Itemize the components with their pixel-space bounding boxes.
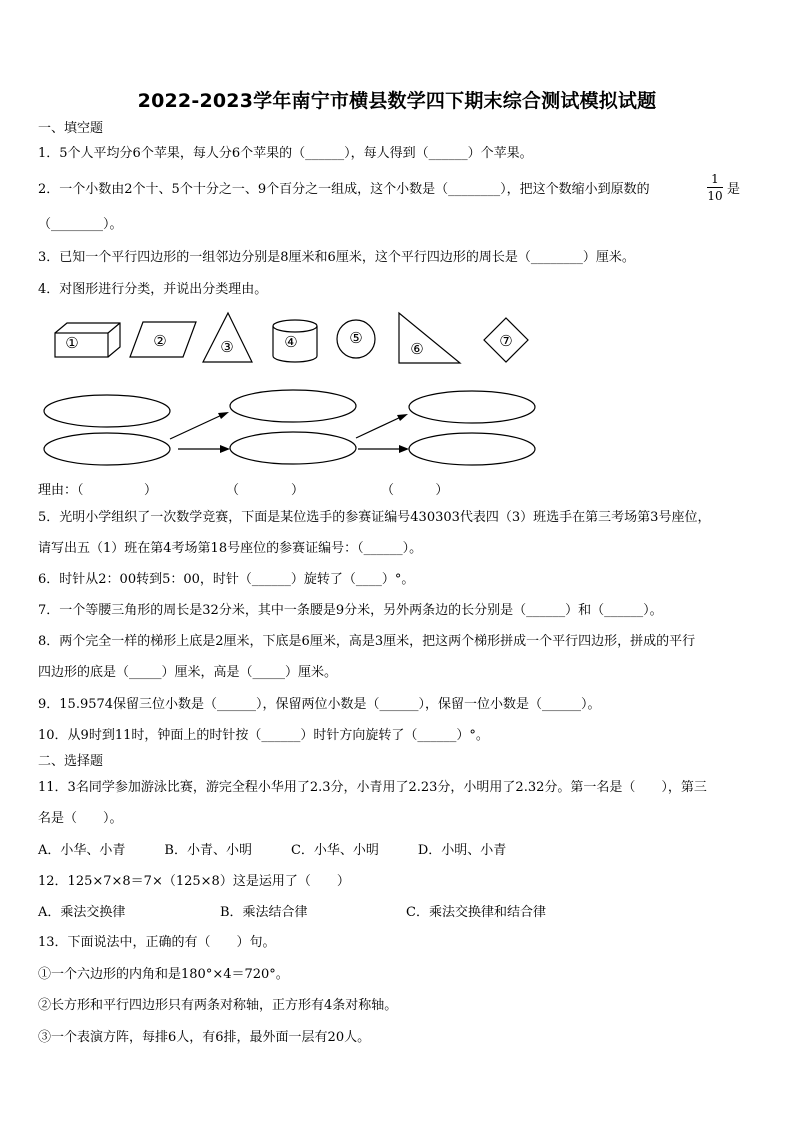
question-5-part-a: 5．光明小学组织了一次数学竞赛，下面是某位选手的参赛证编号430303代表四（3）班选手在第三考场第3号座位， <box>38 510 711 525</box>
question-13: 13．下面说法中，正确的有（ ）句。 <box>38 935 276 950</box>
question-9: 9．15.9574保留三位小数是（______），保留两位小数是（______），保留一位小数是（______）。 <box>38 697 601 712</box>
question-2-part-c: （________）。 <box>38 217 123 232</box>
question-7: 7．一个等腰三角形的周长是32分米，其中一条腰是9分米，另外两条边的长分别是（______）和（______）。 <box>38 603 663 618</box>
reason-paren-3: （ ） <box>381 483 449 498</box>
question-1: 1．5个人平均分6个苹果，每人分6个苹果的（______），每人得到（______）个苹果。 <box>38 146 533 161</box>
question-2-part-a: 2．一个小数由2个十、5个十分之一、9个百分之一组成，这个小数是（________），把这个数缩小到原数的 <box>38 182 650 197</box>
right-triangle-shape <box>399 313 460 363</box>
arrow-left-to-mid-top <box>170 414 224 439</box>
section-choice-heading: 二、选择题 <box>38 754 104 769</box>
shape-label-5: ⑤ <box>349 329 363 347</box>
question-5-part-b: 请写出五（1）班在第4考场第18号座位的参赛证编号：（______）。 <box>38 541 423 556</box>
category-ellipse-left-top <box>44 395 170 427</box>
shape-label-1: ① <box>65 334 79 352</box>
reason-label: 理由：（ <box>38 483 84 498</box>
shape-label-3: ③ <box>220 338 234 356</box>
question-3: 3．已知一个平行四边形的一组邻边分别是8厘米和6厘米，这个平行四边形的周长是（________）厘米。 <box>38 250 635 265</box>
question-8-part-a: 8．两个完全一样的梯形上底是2厘米，下底是6厘米，高是3厘米，把这两个梯形拼成一个平行四边形，拼成的平行 <box>38 634 696 649</box>
question-2-part-b: 是 <box>727 182 741 197</box>
fraction-denominator: 10 <box>707 189 723 203</box>
question-11-part-b: 名是（ ）。 <box>38 811 123 826</box>
reason-paren-close-2: ） <box>291 483 305 498</box>
category-ellipse-right-bottom <box>409 433 535 465</box>
reason-paren-close-1: ） <box>144 483 158 498</box>
question-12-option-b: B．乘法结合律 <box>220 905 308 920</box>
question-13-statement-3: ③一个表演方阵，每排6人，有6排，最外面一层有20人。 <box>38 1030 371 1045</box>
question-4: 4．对图形进行分类，并说出分类理由。 <box>38 282 268 297</box>
category-ellipse-mid-top <box>230 390 356 422</box>
question-10: 10．从9时到11时，钟面上的时针按（______）时针方向旋转了（______）°。 <box>38 728 489 743</box>
question-12: 12．125×7×8＝7×（125×8）这是运用了（ ） <box>38 874 350 889</box>
category-ellipse-mid-bottom <box>230 432 356 464</box>
question-13-statement-1: ①一个六边形的内角和是180°×4＝720°。 <box>38 967 289 982</box>
shape-label-7: ⑦ <box>499 332 513 350</box>
page-title: 2022-2023学年南宁市横县数学四下期末综合测试模拟试题 <box>137 90 657 112</box>
category-ellipse-left-bottom <box>44 433 170 465</box>
question-11-part-a: 11．3名同学参加游泳比赛，游完全程小华用了2.3分，小青用了2.23分，小明用了2.32分。第一名是（ ），第三 <box>38 780 707 795</box>
question-12-option-c: C．乘法交换律和结合律 <box>406 905 546 920</box>
question-8-part-b: 四边形的底是（_____）厘米，高是（_____）厘米。 <box>38 665 338 680</box>
shape-label-4: ④ <box>284 333 298 351</box>
question-6: 6．时针从2：00转到5：00，时针（______）旋转了（____）°。 <box>38 572 415 587</box>
reason-paren-open-2: （ <box>226 483 240 498</box>
shape-label-6: ⑥ <box>410 340 424 358</box>
question-13-statement-2: ②长方形和平行四边形只有两条对称轴，正方形有4条对称轴。 <box>38 998 398 1013</box>
shape-label-2: ② <box>153 332 167 350</box>
question-12-option-a: A．乘法交换律 <box>38 905 126 920</box>
category-ellipse-right-top <box>409 391 535 423</box>
fraction-numerator: 1 <box>711 172 719 186</box>
section-fill-in-heading: 一、填空题 <box>38 121 104 136</box>
arrow-mid-to-right-top <box>356 416 403 438</box>
question-11-options: A．小华、小青 B．小青、小明 C．小华、小明 D．小明、小青 <box>38 843 507 858</box>
